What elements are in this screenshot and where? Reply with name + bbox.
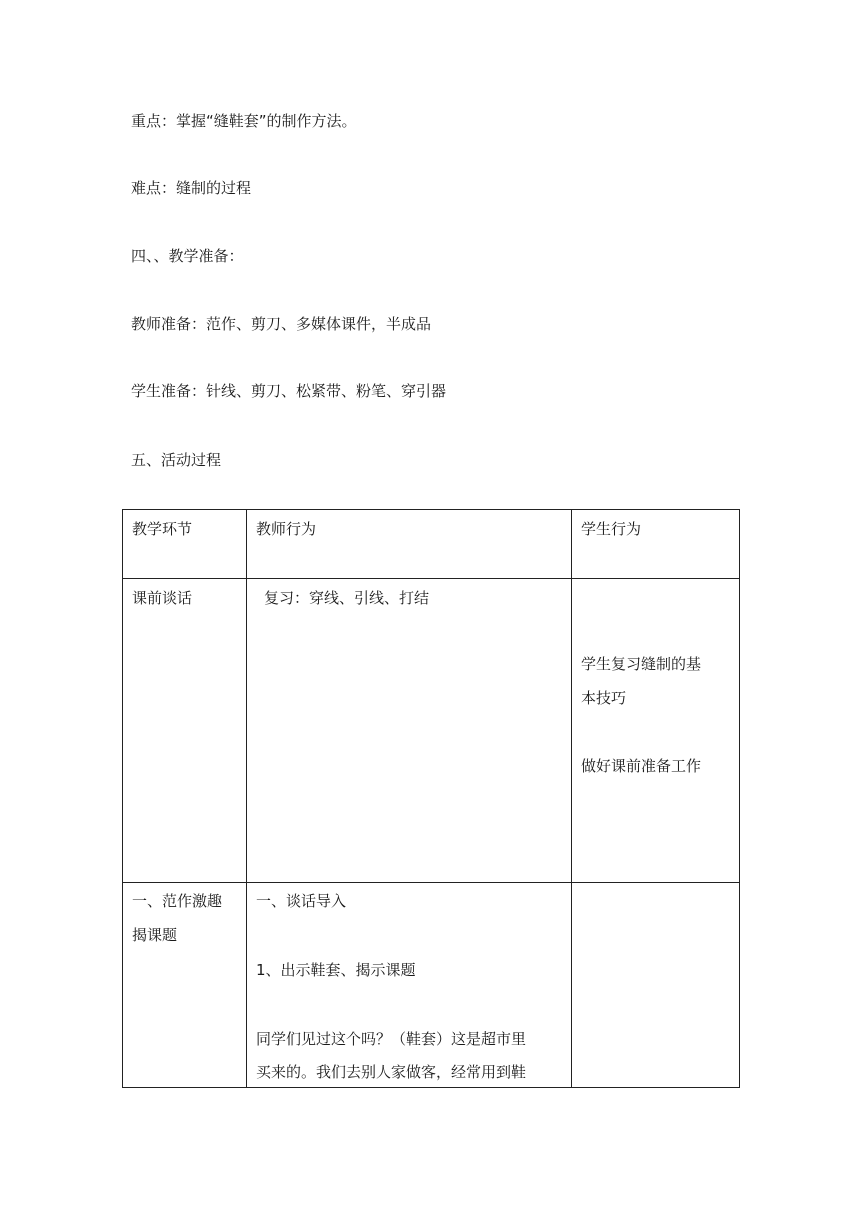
- row2-stage-label-line1: 一、范作激趣: [132, 892, 223, 910]
- row2-teacher-step: 1、出示鞋套、揭示课题: [256, 961, 416, 979]
- header-teacher-label: 教师行为: [256, 520, 317, 538]
- row1-stage-label: 课前谈话: [132, 589, 193, 607]
- table-row: [123, 579, 740, 883]
- row2-teacher-text-line1: 同学们见过这个吗？（鞋套）这是超市里: [256, 1030, 527, 1048]
- row2-student-cell: [572, 883, 740, 1088]
- difficulty-paragraph: 难点：缝制的过程: [131, 179, 252, 197]
- row2-teacher-heading: 一、谈话导入: [256, 892, 347, 910]
- key-point-paragraph: 重点：掌握“缝鞋套”的制作方法。: [131, 112, 357, 130]
- row1-stage-cell: [123, 579, 247, 883]
- header-cell-stage: [123, 510, 247, 579]
- row1-student-cell: [572, 579, 740, 883]
- header-cell-student: [572, 510, 740, 579]
- header-student-label: 学生行为: [581, 520, 642, 538]
- row1-teacher-text: 复习：穿线、引线、打结: [264, 589, 430, 607]
- row2-teacher-cell: [247, 883, 572, 1088]
- row1-student-text-b: 做好课前准备工作: [581, 757, 702, 775]
- row2-stage-cell: [123, 883, 247, 1088]
- row1-teacher-cell: [247, 579, 572, 883]
- activity-table: [122, 509, 740, 1088]
- teacher-prep-paragraph: 教师准备：范作、剪刀、多媒体课件，半成品: [131, 315, 432, 333]
- section-five-heading: 五、活动过程: [131, 451, 222, 469]
- row2-stage-label-line2: 揭课题: [132, 926, 178, 944]
- table-header-row: [123, 510, 740, 579]
- header-stage-label: 教学环节: [132, 520, 193, 538]
- section-four-heading: 四、、教学准备：: [131, 247, 244, 265]
- row1-student-text-line2: 本技巧: [581, 689, 627, 707]
- row2-teacher-text-line2: 买来的。我们去别人家做客，经常用到鞋: [256, 1063, 527, 1081]
- student-prep-paragraph: 学生准备：针线、剪刀、松紧带、粉笔、穿引器: [131, 382, 447, 400]
- row1-student-text-line1: 学生复习缝制的基: [581, 655, 702, 673]
- table-row: [123, 883, 740, 1088]
- header-cell-teacher: [247, 510, 572, 579]
